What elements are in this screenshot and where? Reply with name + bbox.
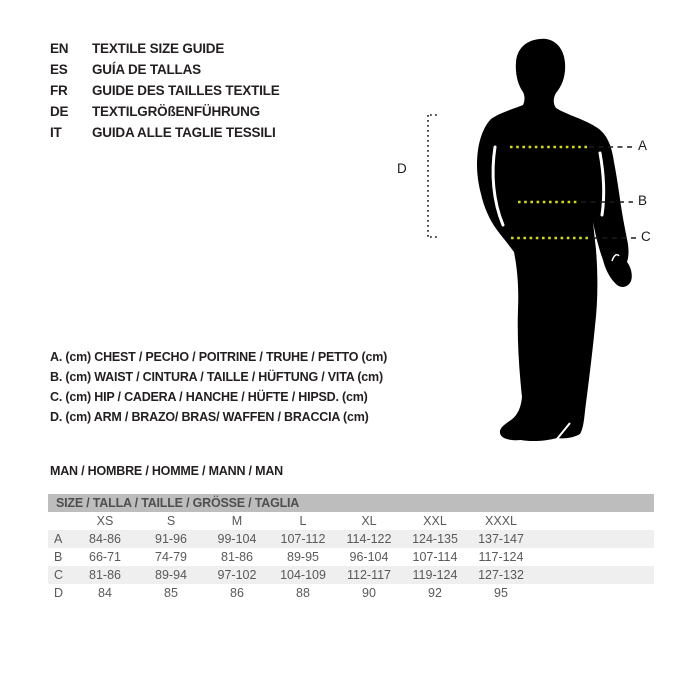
table-cell: 66-71 (89, 550, 121, 564)
filler-cell (534, 566, 654, 584)
size-header-xxxl: XXXL (485, 514, 517, 528)
row-label: B (54, 550, 63, 564)
gender-title: MAN / HOMBRE / HOMME / MANN / MAN (50, 464, 283, 478)
language-row (50, 59, 280, 80)
row-label: C (54, 568, 64, 582)
language-row (50, 101, 280, 122)
row-label: D (54, 586, 64, 600)
table-cell: 107-112 (280, 532, 326, 546)
language-title-list (50, 38, 280, 143)
guide-title: GUÍA DE TALLAS (92, 62, 201, 77)
filler-cell (534, 530, 654, 548)
table-cell: 104-109 (280, 568, 326, 582)
measure-description-waist: B. (cm) WAIST / CINTURA / TAILLE / HÜFTUNG / VITA (cm) (50, 370, 383, 384)
table-cell: 99-104 (217, 532, 257, 546)
table-cell: 90 (362, 586, 376, 600)
size-header-xl: XL (361, 514, 377, 528)
table-cell: 84 (98, 586, 112, 600)
table-row-arm (48, 584, 654, 602)
size-table (48, 494, 654, 602)
filler-cell (534, 548, 654, 566)
table-cell: 85 (164, 586, 178, 600)
measure-label-arm: D (397, 161, 407, 176)
table-cell: 117-124 (478, 550, 524, 564)
table-cell: 97-102 (217, 568, 257, 582)
table-cell: 91-96 (155, 532, 187, 546)
language-code: EN (50, 41, 69, 56)
table-cell: 88 (296, 586, 310, 600)
table-cell: 81-86 (221, 550, 253, 564)
table-row-waist (48, 548, 654, 566)
man-silhouette (477, 39, 632, 441)
size-header-spacer (48, 512, 72, 530)
language-code: DE (50, 104, 69, 119)
measurement-figure (390, 25, 670, 450)
language-row (50, 38, 280, 59)
measure-description-arm: D. (cm) ARM / BRAZO/ BRAS/ WAFFEN / BRACCIA (cm) (50, 410, 369, 424)
table-cell: 74-79 (155, 550, 187, 564)
table-row-chest (48, 530, 654, 548)
size-header-xs: XS (96, 514, 114, 528)
size-header-row (48, 512, 654, 530)
size-header-s: S (166, 514, 176, 528)
table-cell: 114-122 (346, 532, 392, 546)
table-cell: 107-114 (412, 550, 458, 564)
table-cell: 119-124 (412, 568, 458, 582)
filler-cell (534, 512, 654, 530)
table-cell: 137-147 (478, 532, 524, 546)
table-cell: 92 (428, 586, 442, 600)
language-code: ES (50, 62, 68, 77)
language-code: FR (50, 83, 68, 98)
table-cell: 89-95 (287, 550, 319, 564)
measure-label-waist: B (638, 193, 647, 208)
table-cell: 127-132 (478, 568, 524, 582)
guide-title: GUIDE DES TAILLES TEXTILE (92, 83, 280, 98)
table-cell: 95 (494, 586, 508, 600)
size-table-header-bar: SIZE / TALLA / TAILLE / GRÖSSE / TAGLIA (48, 494, 654, 512)
table-cell: 112-117 (346, 568, 392, 582)
measure-label-hip: C (641, 229, 651, 244)
measure-description-chest: A. (cm) CHEST / PECHO / POITRINE / TRUHE / PETTO (cm) (50, 350, 388, 364)
table-cell: 89-94 (155, 568, 187, 582)
guide-title: TEXTILGRÖßENFÜHRUNG (92, 104, 260, 119)
language-code: IT (50, 125, 62, 140)
measure-description-hip: C. (cm) HIP / CADERA / HANCHE / HÜFTE / HIPSD. (cm) (50, 390, 368, 404)
guide-title: GUIDA ALLE TAGLIE TESSILI (92, 125, 276, 140)
filler-cell (534, 584, 654, 602)
language-row (50, 80, 280, 101)
row-label: A (54, 532, 63, 546)
size-header-l: L (299, 514, 307, 528)
table-cell: 84-86 (89, 532, 121, 546)
table-cell: 86 (230, 586, 244, 600)
measure-label-chest: A (638, 138, 647, 153)
size-header-m: M (231, 514, 243, 528)
language-row (50, 122, 280, 143)
table-cell: 81-86 (89, 568, 121, 582)
size-header-xxl: XXL (423, 514, 447, 528)
guide-title: TEXTILE SIZE GUIDE (92, 41, 225, 56)
measure-descriptions (50, 347, 387, 427)
table-cell: 124-135 (412, 532, 458, 546)
man-silhouette-icon (390, 25, 670, 450)
table-row-hip (48, 566, 654, 584)
table-cell: 96-104 (349, 550, 389, 564)
